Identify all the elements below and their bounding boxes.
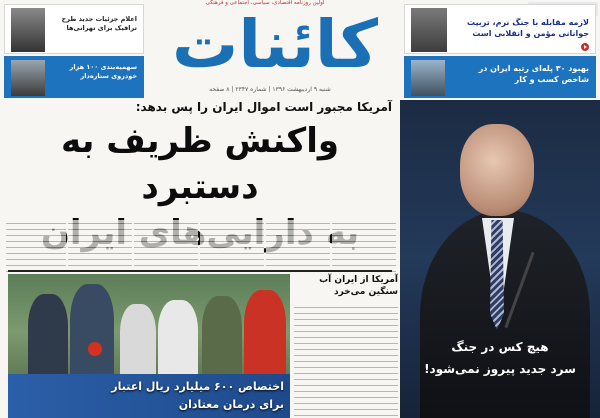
text-column	[68, 220, 132, 272]
table-tennis-photo[interactable]	[8, 274, 290, 418]
portrait-caption-line-2: سرد جدید پیروز نمی‌شود!	[424, 362, 576, 376]
official-photo-left	[11, 8, 45, 52]
text-column	[266, 220, 330, 272]
promo-traffic-text: اعلام جزئیات جدید طرح ترافیک برای تهرانی‌ها	[61, 15, 137, 32]
gorbachev-photo[interactable]	[400, 100, 600, 418]
promo-business-rank[interactable]	[404, 56, 596, 98]
headline-line-1: واکنش ظریف به دستبرد	[61, 121, 339, 207]
person-figure	[120, 304, 156, 374]
masthead-dateline: شنبه ۹ اردیبهشت ۱۳۹۶ | شماره ۲۳۴۷ | ۸ صفحه	[209, 86, 331, 93]
portrait-head	[460, 124, 534, 216]
person-figure	[70, 284, 114, 374]
side-story[interactable]	[294, 274, 398, 418]
main-headline[interactable]	[8, 118, 392, 218]
person-figure	[244, 290, 286, 374]
side-story-body	[294, 304, 398, 416]
text-column	[134, 220, 198, 272]
text-column	[6, 220, 66, 272]
masthead-tagline: اولین روزنامه اقتصادی، سیاسی، اجتماعی و فرهنگی	[205, 0, 325, 6]
promo-traffic[interactable]	[4, 4, 144, 54]
person-figure	[28, 294, 68, 374]
official-photo	[411, 60, 445, 96]
promo-cars-text: سهمیه‌بندی ۱۰۰ هزار خودروی ستاره‌دار	[69, 63, 137, 80]
side-story-title: آمریکا از ایران آب سنگین می‌خرد	[319, 275, 398, 297]
portrait-tie	[490, 220, 504, 330]
promo-cars[interactable]	[4, 56, 144, 98]
text-column	[332, 220, 396, 272]
section-divider	[8, 270, 392, 272]
portrait-caption-line-1: هیچ کس در جنگ	[451, 340, 549, 354]
article-body-columns	[6, 220, 396, 272]
newspaper-logo[interactable]: کائنات	[172, 6, 378, 83]
person-figure	[158, 300, 198, 374]
ping-pong-racket-icon	[88, 342, 102, 356]
portrait-caption	[406, 336, 594, 386]
promo-rank-text: بهبود ۳۰ پله‌ای رتبه ایران در شاخص کسب و کار	[478, 64, 589, 84]
leader-photo	[411, 8, 447, 52]
promo-leadership[interactable]	[404, 4, 596, 54]
promo-leadership-text: لازمه مقابله با جنگ نرم، تربیت جوانانی مؤمن و انقلابی است	[467, 18, 589, 38]
text-column	[200, 220, 264, 272]
sport-caption-line-2: برای درمان معتادان	[178, 398, 284, 411]
main-kicker: آمریکا مجبور است اموال ایران را پس بدهد:	[135, 100, 392, 114]
person-figure	[202, 296, 242, 374]
sport-caption-line-1: اختصاص ۶۰۰ میلیارد ریال اعتبار	[111, 380, 284, 393]
sport-caption	[84, 378, 284, 414]
official-photo-left-2	[11, 60, 45, 96]
bullet-icon	[581, 43, 589, 51]
